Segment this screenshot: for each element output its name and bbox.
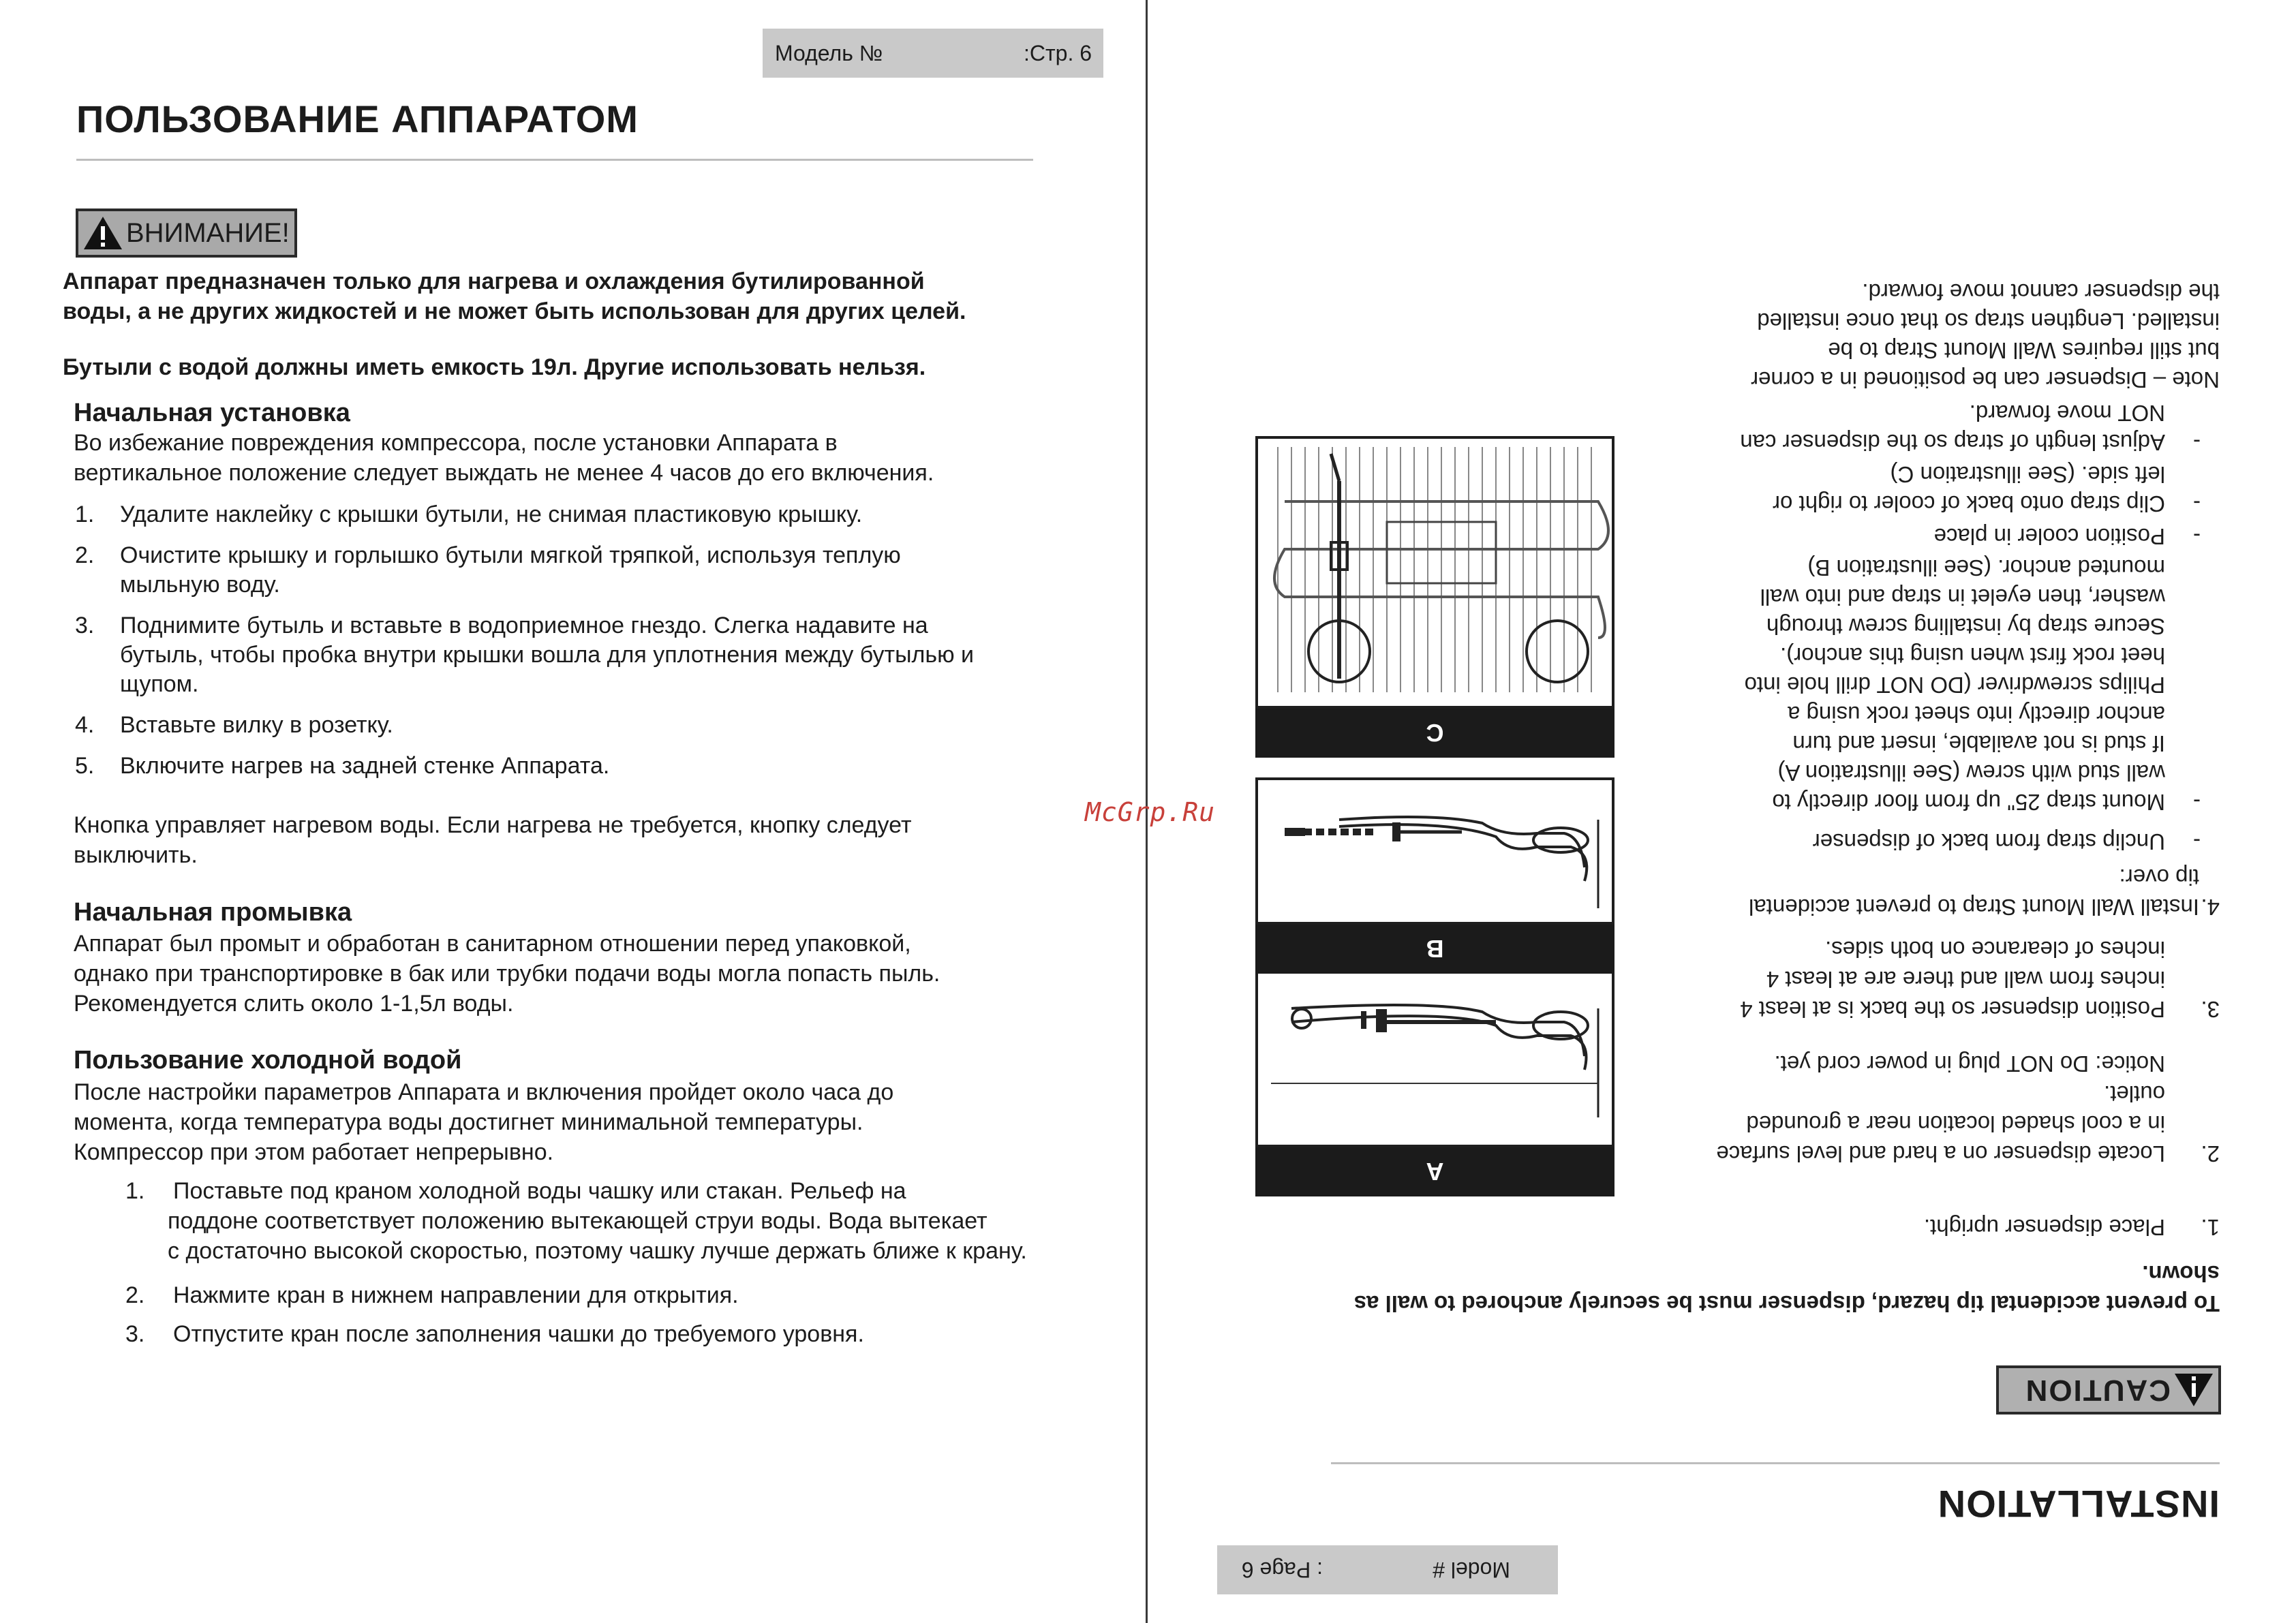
bullet-text: If stud is not available, insert and turn <box>1792 731 2165 756</box>
cold-text-line: После настройки параметров Аппарата и включения пройдет около часа до <box>74 1079 894 1105</box>
list-number: 3. <box>2201 997 2220 1022</box>
list-item <box>125 1281 1080 1311</box>
model-header-bar <box>1217 1545 1558 1594</box>
bullet-text: heet rock first when using this anchor). <box>1780 643 2165 668</box>
bullet-text: Unclip strap from back of dispenser <box>1812 829 2165 854</box>
list-text: in a cool shaded location near a grounded <box>1746 1111 2165 1137</box>
bullet-dash: - <box>2193 829 2201 854</box>
bullet-text: anchor directly into sheet rock using a <box>1788 702 2165 727</box>
warning-badge <box>76 208 297 258</box>
bullet-text: Mount strap 25" up from floor directly to <box>1772 790 2165 815</box>
bullet-dash: - <box>2193 491 2201 516</box>
illustration-c-frame <box>1255 436 1614 709</box>
setup-intro-line: вертикальное положение следует выждать не менее 4 часов до его включения. <box>74 460 934 486</box>
page-title: ПОЛЬЗОВАНИЕ АППАРАТОМ <box>76 97 639 140</box>
list-text: Нажмите кран в нижнем направлении для открытия. <box>173 1282 739 1308</box>
button-note-line: Кнопка управляет нагревом воды. Если нагрева не требуется, кнопку следует <box>74 812 912 838</box>
bullet-text: Clip strap onto back of cooler to right or <box>1773 491 2165 516</box>
list-text: Поднимите бутыль и вставьте в водоприемное гнездо. Слегка надавите на <box>120 613 928 638</box>
illustration-a-label: A <box>1255 1146 1614 1196</box>
list-item <box>75 541 1029 601</box>
bullet-text: Position cooler in place <box>1933 524 2165 549</box>
anchor-washer-drawing <box>1258 780 1612 922</box>
list-text: Place dispenser upright. <box>1923 1215 2165 1240</box>
bullet-text: washer, then eyelet in strap and into wall <box>1760 585 2165 610</box>
flush-text-line: Рекомендуется слить около 1-1,5л воды. <box>74 991 514 1017</box>
list-item <box>125 1320 1080 1350</box>
list-text: Отпустите кран после заполнения чашки до требуемого уровня. <box>173 1321 864 1347</box>
list-number: 1. <box>75 501 95 527</box>
list-text: Удалите наклейку с крышки бутыли, не снимая пластиковую крышку. <box>120 501 863 527</box>
list-text: inches from wall and there are at least 4 <box>1766 967 2165 992</box>
note-line: Note – Dispenser can be positioned in a corner <box>1751 367 2220 392</box>
list-number: 1. <box>2201 1215 2220 1240</box>
bullet-text: Secure strap by installing screw through <box>1766 614 2165 639</box>
illustration-b-frame <box>1255 777 1614 925</box>
note-line: but still requires Wall Mount Strap to be <box>1828 338 2220 363</box>
list-text: Position dispenser so the back is at least 4 <box>1740 997 2165 1022</box>
cold-water-heading: Пользование холодной водой <box>74 1046 462 1075</box>
illustration-c-label: C <box>1255 707 1614 758</box>
model-label: Модель № <box>775 41 883 65</box>
warning-label: ВНИМАНИЕ! <box>126 217 290 248</box>
model-header-bar <box>763 29 1103 78</box>
bullet-text: Adjust length of strap so the dispenser can <box>1740 430 2165 455</box>
upside-down-page-content <box>1148 0 2296 1623</box>
page-label: :Стр. 6 <box>1024 41 1092 65</box>
title-divider <box>76 159 1033 161</box>
list-number: 4. <box>2201 895 2220 920</box>
list-number: 2. <box>75 542 95 568</box>
right-page <box>1148 0 2296 1623</box>
bullet-text: mounted anchor. (See illustration B) <box>1807 555 2165 581</box>
wall-strap-screw-drawing <box>1258 953 1612 1145</box>
bullet-dash: - <box>2193 430 2201 455</box>
flush-heading: Начальная промывка <box>74 898 352 927</box>
bullet-dash: - <box>2193 790 2201 815</box>
list-item <box>75 711 1029 741</box>
list-text: tip over: <box>2119 865 2199 890</box>
note-line: the dispenser cannot move forward. <box>1862 279 2220 305</box>
list-number: 1. <box>125 1178 145 1204</box>
setup-intro-line: Во избежание повреждения компрессора, после установки Аппарата в <box>74 430 838 456</box>
warning-text-line: воды, а не других жидкостей и не может быть использован для других целей. <box>63 298 966 324</box>
list-number: 2. <box>2201 1141 2220 1166</box>
list-text: Очистите крышку и горлышко бутыли мягкой тряпкой, используя теплую <box>120 542 901 568</box>
warning-icon <box>82 215 123 251</box>
illustration-b-label: B <box>1255 923 1614 974</box>
button-note-line: выключить. <box>74 842 198 868</box>
caution-label: CAUTION <box>2024 1374 2171 1407</box>
list-number: 2. <box>125 1282 145 1308</box>
bullet-text: wall stud with screw (See illustration A) <box>1777 760 2165 786</box>
list-text: щупом. <box>120 671 199 697</box>
bullet-text: NOT move forward. <box>1969 401 2165 426</box>
list-item <box>75 500 1029 530</box>
flush-text-line: Аппарат был промыт и обработан в санитарном отношении перед упаковкой, <box>74 931 911 957</box>
illustration-a-frame <box>1255 950 1614 1147</box>
list-text: outlet. <box>2104 1081 2165 1107</box>
bullet-dash: - <box>2193 524 2201 549</box>
list-number: 3. <box>125 1321 145 1347</box>
list-number: 3. <box>75 613 95 638</box>
note-line: installed. Lengthen strap so that once installed <box>1757 309 2220 334</box>
watermark: McGrp.Ru <box>1085 797 1216 827</box>
list-text: с достаточно высокой скоростью, поэтому чашку лучше держать ближе к крану. <box>168 1238 1027 1264</box>
list-item <box>75 611 1029 701</box>
page-title: INSTALLATION <box>1937 1483 2220 1526</box>
warning-icon <box>2173 1372 2214 1408</box>
list-item <box>75 752 1029 782</box>
list-text: поддоне соответствует положению вытекающей струи воды. Вода вытекает <box>168 1208 988 1234</box>
cold-text-line: Компрессор при этом работает непрерывно. <box>74 1139 554 1165</box>
title-divider <box>1331 1462 2220 1464</box>
list-text: Вставьте вилку в розетку. <box>120 712 393 738</box>
list-text: бутыль, чтобы пробка внутри крышки вошла для уплотнения между бутылью и <box>120 642 975 668</box>
flush-text-line: однако при транспортировке в бак или трубки подачи воды могла попасть пыль. <box>74 961 940 987</box>
caution-text-line: To prevent accidental tip hazard, dispenser must be securely anchored to wall as <box>1353 1291 2220 1316</box>
list-text: Включите нагрев на задней стенке Аппарата. <box>120 753 610 779</box>
cold-text-line: момента, когда температура воды достигнет минимальной температуры. <box>74 1109 863 1135</box>
warning-text-line: Аппарат предназначен только для нагрева и охлаждения бутилированной <box>63 268 925 294</box>
caution-badge <box>1996 1365 2221 1415</box>
bullet-text: Philips screwdriver (DO NOT drill hole into <box>1744 673 2165 698</box>
cooler-back-strap-drawing <box>1258 439 1612 706</box>
bullet-text: left side. (See illustration C) <box>1890 462 2165 487</box>
model-label: Model # <box>1433 1558 1510 1582</box>
bottles-note: Бутыли с водой должны иметь емкость 19л. Другие использовать нельзя. <box>63 354 926 380</box>
list-text: Notice: Do NOT plug in power cord yet. <box>1774 1051 2165 1077</box>
list-text: мыльную воду. <box>120 572 280 598</box>
setup-heading: Начальная установка <box>74 399 350 427</box>
list-item <box>125 1177 1080 1267</box>
caution-text-line: shown. <box>2142 1261 2220 1286</box>
list-text: inches of clearance on both sides. <box>1825 937 2165 962</box>
page-label: : Page 6 <box>1241 1558 1323 1582</box>
list-number: 4. <box>75 712 95 738</box>
list-number: 5. <box>75 753 95 779</box>
list-text: Locate dispenser on a hard and level surface <box>1716 1141 2165 1166</box>
list-text: Поставьте под краном холодной воды чашку или стакан. Рельеф на <box>173 1178 906 1204</box>
list-text: Install Wall Mount Strap to prevent accidental <box>1749 895 2199 920</box>
